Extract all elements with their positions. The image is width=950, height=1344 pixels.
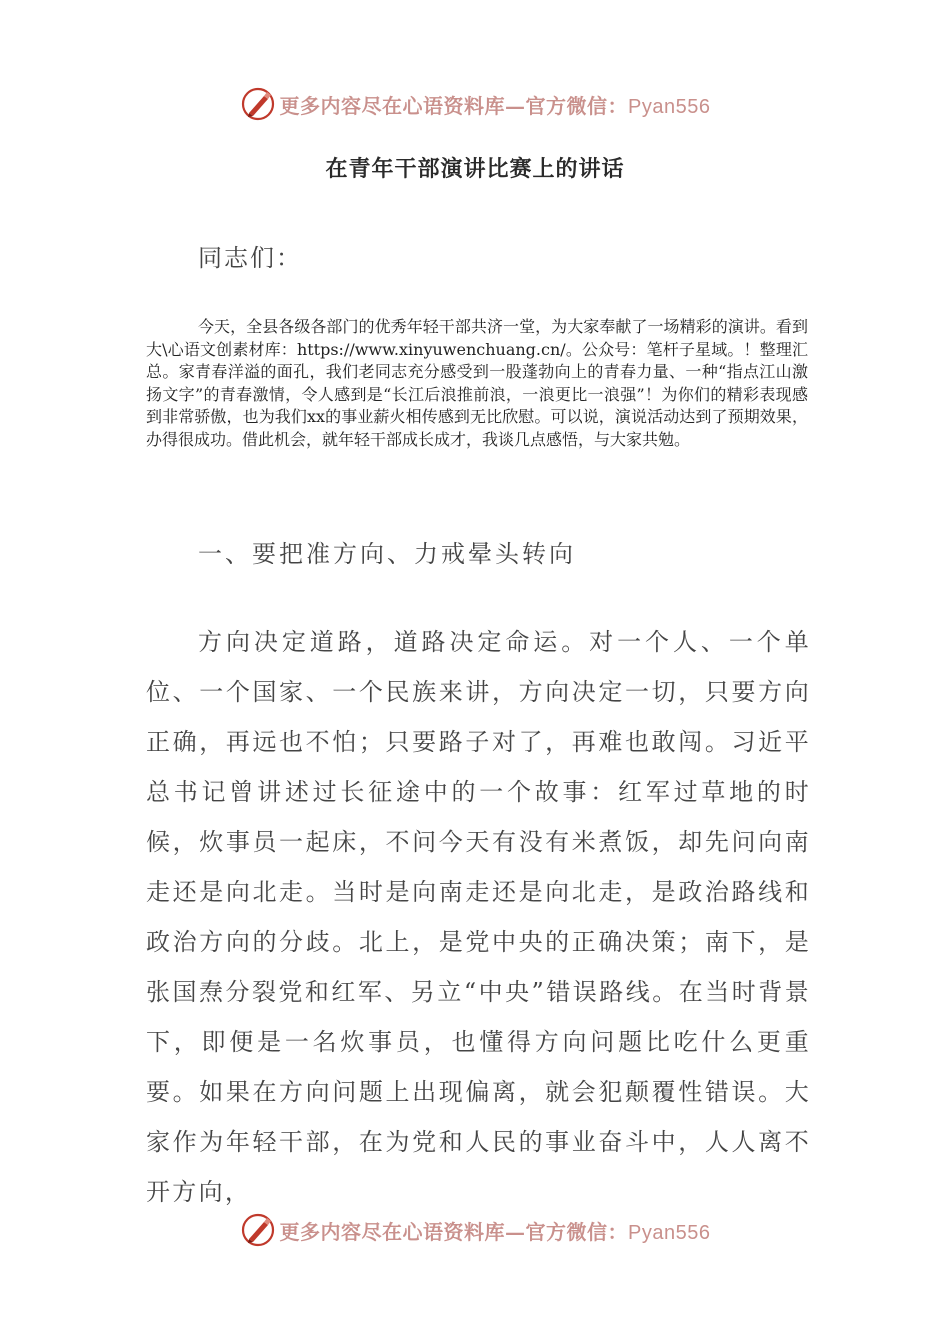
footer-wechat-id: Pyan556 <box>628 1221 711 1244</box>
footer-banner-label: 更多内容尽在心语资料库—官方微信： <box>279 1219 629 1244</box>
header-banner-text <box>280 90 711 119</box>
section-paragraph: 方向决定道路，道路决定命运。对一个人、一个单位、一个国家、一个民族来讲，方向决定一切，只要方向正确，再远也不怕；只要路子对了，再难也敢闯。习近平总书记曾讲述过长征途中的一个故事：红军过草地的时候，炊事员一起床，不问今天有没有米煮饭，却先问向南走还是向北走。当时是向南走还是向北走，是政治路线和政治方向的分歧。北上，是党中央的正确决策；南下，是张国焘分裂党和红军、另立“中央”错误路线。在当时背景下，即便是一名炊事员，也懂得方向问题比吃什么更重要。如果在方向问题上出现偏离，就会犯颠覆性错误。大家作为年轻干部，在为党和人民的事业奋斗中，人人离不开方向， <box>146 628 811 1206</box>
section-heading: 一、要把准方向、力戒晕头转向 <box>198 540 576 568</box>
footer-banner <box>0 1206 950 1254</box>
header-banner-label: 更多内容尽在心语资料库—官方微信： <box>279 93 629 118</box>
document-title: 在青年干部演讲比赛上的讲话 <box>325 157 625 182</box>
intro-paragraph: 今天，全县各级各部门的优秀年轻干部共济一堂，为大家奉献了一场精彩的演讲。看到大\心语文创素材库：https://www.xinyuwenchuang.cn/。公众号：笔杆子星域。！整理汇总。家青春洋溢的面孔，我们老同志充分感受到一股蓬勃向上的青春力量、一种“指点江山激扬文字”的青春激情，令人感到是“长江后浪推前浪，一浪更比一浪强”！为你们的精彩表现感到非常骄傲，也为我们xx的事业薪火相传感到无比欣慰。可以说，演说活动达到了预期效果，办得很成功。借此机会，就年轻干部成长成才，我谈几点感悟，与大家共勉。 <box>146 317 808 449</box>
header-banner <box>0 80 950 128</box>
pen-logo-icon <box>240 1212 276 1248</box>
header-wechat-id: Pyan556 <box>628 95 711 118</box>
salutation: 同志们： <box>198 244 302 272</box>
footer-banner-text <box>280 1216 711 1245</box>
pen-logo-icon <box>240 86 276 122</box>
